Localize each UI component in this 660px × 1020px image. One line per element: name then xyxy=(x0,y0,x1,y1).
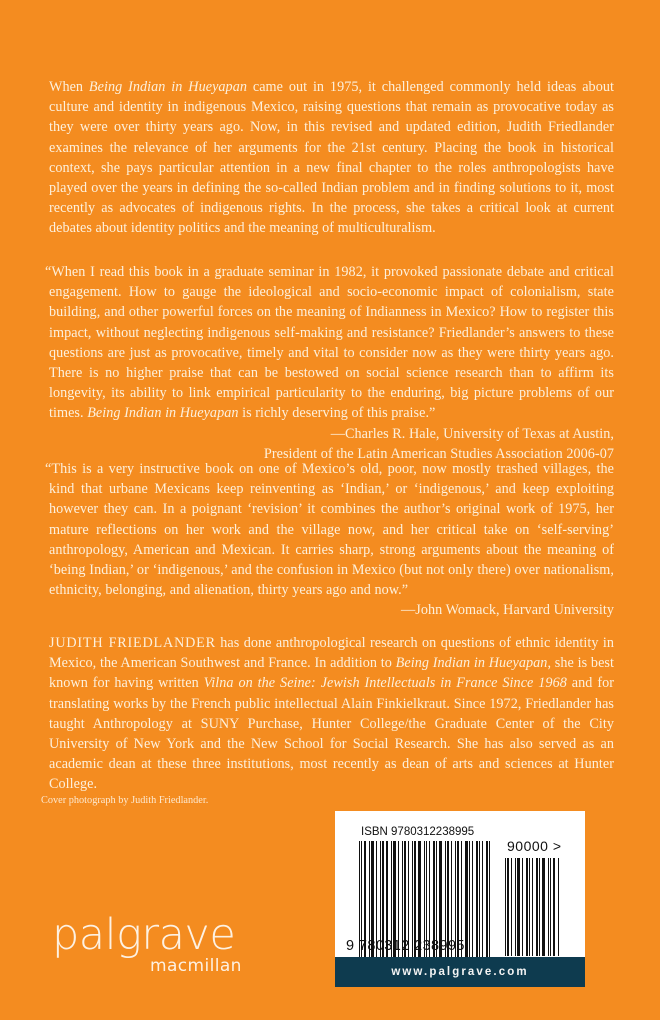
endorsement-hale xyxy=(45,262,614,464)
author-name: JUDITH FRIEDLANDER xyxy=(49,635,216,651)
barcode-bar xyxy=(507,858,509,956)
barcode-bar xyxy=(532,858,533,956)
barcode-bar xyxy=(489,841,490,969)
author-bio xyxy=(49,633,614,795)
barcode-bar xyxy=(469,841,470,961)
barcode-bar xyxy=(517,858,520,956)
barcode-bar xyxy=(558,858,559,956)
barcode-bar xyxy=(553,858,555,956)
endorsement-attribution: —John Womack, Harvard University xyxy=(401,602,614,619)
barcode-bar xyxy=(529,858,530,956)
barcode-bar xyxy=(505,858,506,956)
barcode-bar xyxy=(542,858,545,956)
price-addon-label: 90000 > xyxy=(507,838,562,854)
barcode-digits: 9 780312 238995 xyxy=(346,938,465,954)
book-title: Being Indian in Hueyapan xyxy=(87,405,239,422)
bio-text-c: and for translating works by the French public intellectual Alain Finkielkraut. Since 1972, Friedlander has taught Anthropology at SUNY Purchase, Hunter College/the Graduate Center of the City University of New York and the New School for Social Research. She has also served as an academic dean at these three institutions, most recently as dean of arts and sciences at Hunter College. xyxy=(49,675,615,793)
barcode-bar xyxy=(476,841,478,961)
logo-palgrave: palgrave xyxy=(52,910,236,960)
bio-paragraph xyxy=(49,633,614,795)
addon-barcode-bars xyxy=(505,858,560,956)
photo-credit: Cover photograph by Judith Friedlander. xyxy=(41,795,209,806)
publisher-logo xyxy=(52,910,242,976)
isbn-label: ISBN 9780312238995 xyxy=(361,826,475,838)
book-title: Being Indian in Hueyapan xyxy=(88,79,247,95)
endorsement-attribution: —Charles R. Hale, University of Texas at Austin, xyxy=(330,425,614,442)
barcode-bar xyxy=(486,841,488,969)
barcode-bar xyxy=(465,841,468,961)
description-paragraph xyxy=(49,77,614,239)
endorsement-attribution-title: President of the Latin American Studies Association 2006-07 xyxy=(263,445,614,462)
description-body: came out in 1975, it challenged commonly held ideas about culture and identity in indigenous Mexico, raising questions that remain as provocative today as they were over thirty years ago. Now, in this revised and updated edition, Judith Friedlander examines the relevance of her arguments for the 21st century. Placing the book in historical context, she pays particular attention in a new final chapter to the roles anthropologists have played over the years in defining the so-called Indian problem and in finding solutions to it, most recently as advocates of indigenous rights. In the process, she takes a critical look at current debates about identity politics and the meaning of multiculturalism. xyxy=(49,79,614,237)
endorsement-womack xyxy=(45,459,614,621)
bio-text-a: has done anthropological research on questions of ethnic identity in Mexico, the American Southwest and France. In addition to xyxy=(49,635,614,672)
endorsement-text-b: is richly deserving of this praise.” xyxy=(238,405,436,422)
barcode-bar xyxy=(539,858,540,956)
isbn-barcode xyxy=(335,811,585,987)
barcode-bar xyxy=(482,841,483,961)
barcode-bar xyxy=(479,841,480,961)
barcode-bar xyxy=(548,858,549,956)
barcode-bar xyxy=(511,858,512,956)
barcode-bar xyxy=(522,858,523,956)
description-lead: When xyxy=(49,79,89,95)
bio-text-b: , she is best known for having written xyxy=(49,655,614,692)
book-title: Being Indian in Hueyapan xyxy=(395,655,548,672)
other-book-title: Vilna on the Seine: Jewish Intellectuals in France Since 1968 xyxy=(203,675,567,692)
barcode-bar xyxy=(472,841,473,961)
endorsement-text-a: “When I read this book in a graduate seminar in 1982, it provoked passionate debate and critical engagement. How to gauge the ideological and socio-economic impact of colonialism, state building, and other powerful forces on the meaning of Indianness in Mexico? How to register this impact, without neglecting indigenous self-making and resistance? Friedlander’s answers to these questions are just as provocative, timely and vital to consider now as they were thirty years ago. There is no higher praise that can be bestowed on social science research than to affirm its longevity, its ability to link empirical particularity to the enduring, big picture problems of our times. xyxy=(45,264,614,422)
publisher-url: www.palgrave.com xyxy=(335,957,585,987)
endorsement-text: “This is a very instructive book on one of Mexico’s old, poor, now mostly trashed villages, the kind that urbane Mexicans keep reinventing as ‘Indian,’ or ‘indigenous,’ and keep exploiting however they can. In a poignant ‘revision’ it combines the author’s original work of 1975, her mature reflections on her work and the village now, and her critical take on ‘self-serving’ anthropology, American and Mexican. It carries sharp, strong arguments about the meaning of ‘being Indian,’ or ‘indigenous,’ and the confusion in Mexico (but not only there) over nationalism, ethnicity, belonging, and alienation, thirty years ago and now.” xyxy=(45,461,614,599)
barcode-bar xyxy=(515,858,516,956)
barcode-bar xyxy=(550,858,551,956)
book-description xyxy=(49,77,614,239)
logo-macmillan: macmillan xyxy=(150,956,242,976)
endorsement-text xyxy=(45,262,614,424)
barcode-bar xyxy=(526,858,528,956)
barcode-bar xyxy=(536,858,538,956)
